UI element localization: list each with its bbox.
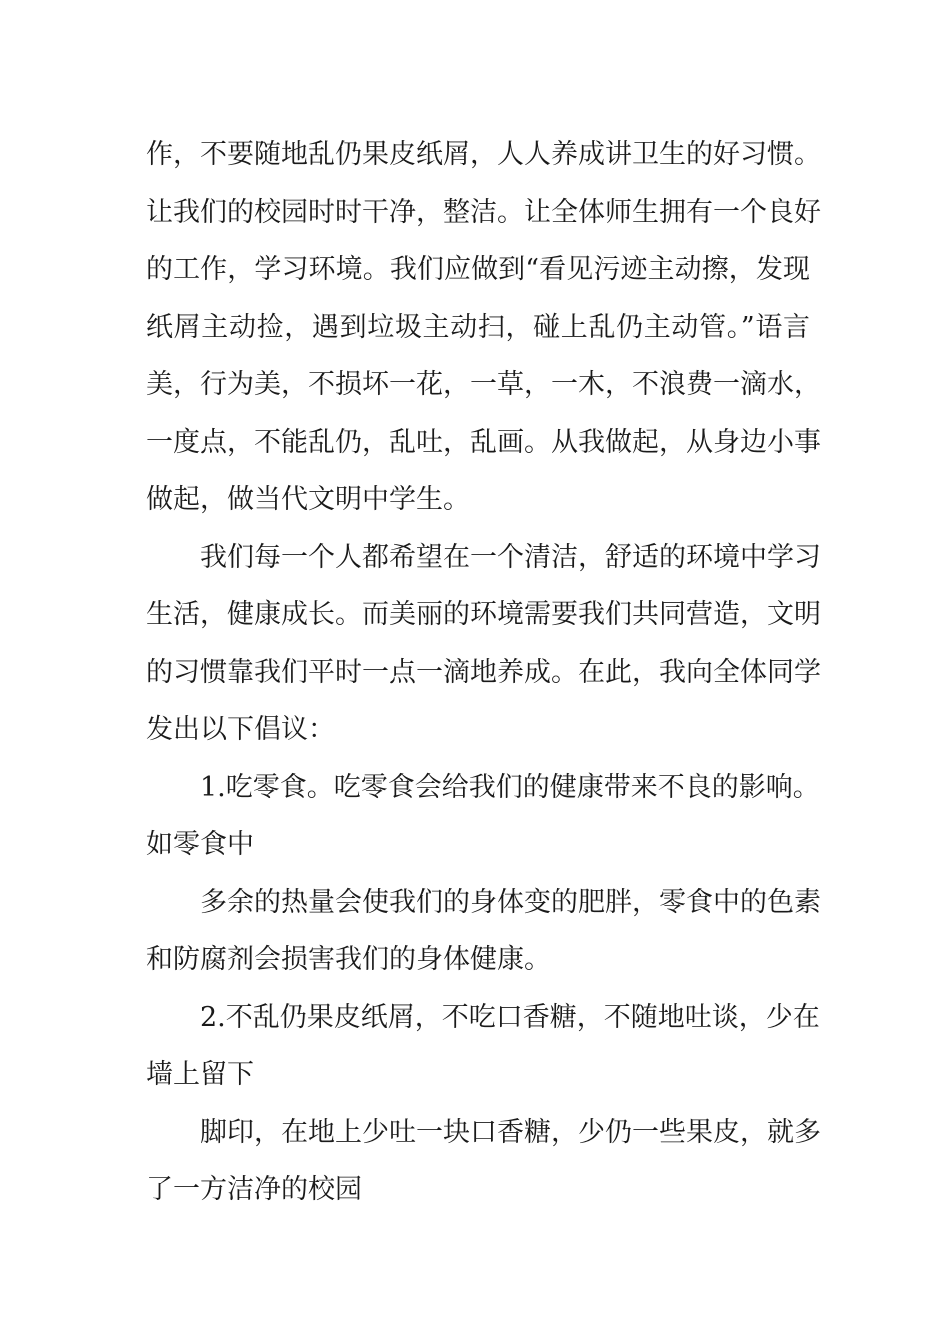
- text-line: 脚印，在地上少吐一块口香糖，少仍一些果皮，就多: [200, 1116, 821, 1148]
- text-line: 纸屑主动捡，遇到垃圾主动扫，碰上乱仍主动管。”语言: [146, 311, 810, 343]
- text-line: 如零食中: [146, 829, 254, 860]
- text-line: 做起，做当代文明中学生。: [146, 484, 470, 515]
- document-body: [146, 126, 821, 1219]
- text-line: 的工作，学习环境。我们应做到“看见污迹主动擦，发现: [146, 254, 810, 285]
- text-line: 和防腐剂会损害我们的身体健康。: [146, 944, 551, 975]
- text-line: 让我们的校园时时干净，整洁。让全体师生拥有一个良好: [146, 196, 821, 228]
- text-line: 生活，健康成长。而美丽的环境需要我们共同营造，文明: [146, 599, 821, 630]
- text-line: 作，不要随地乱仍果皮纸屑，人人养成讲卫生的好习惯。: [146, 139, 821, 170]
- text-line: 1.吃零食。吃零食会给我们的健康带来不良的影响。: [200, 771, 820, 803]
- text-line: 的习惯靠我们平时一点一滴地养成。在此，我向全体同学: [146, 656, 821, 688]
- text-line: 墙上留下: [146, 1059, 254, 1090]
- text-line: 多余的热量会使我们的身体变的肥胖，零食中的色素: [200, 886, 821, 918]
- text-line: 美，行为美，不损坏一花，一草，一木，不浪费一滴水，: [146, 369, 821, 400]
- text-line: 一度点，不能乱仍，乱吐，乱画。从我做起，从身边小事: [146, 426, 821, 458]
- text-line: 了一方洁净的校园: [146, 1174, 362, 1205]
- text-line: 2.不乱仍果皮纸屑，不吃口香糖，不随地吐谈，少在: [200, 1001, 820, 1033]
- text-line: 发出以下倡议：: [146, 714, 335, 745]
- text-line: 我们每一个人都希望在一个清洁，舒适的环境中学习: [200, 541, 821, 573]
